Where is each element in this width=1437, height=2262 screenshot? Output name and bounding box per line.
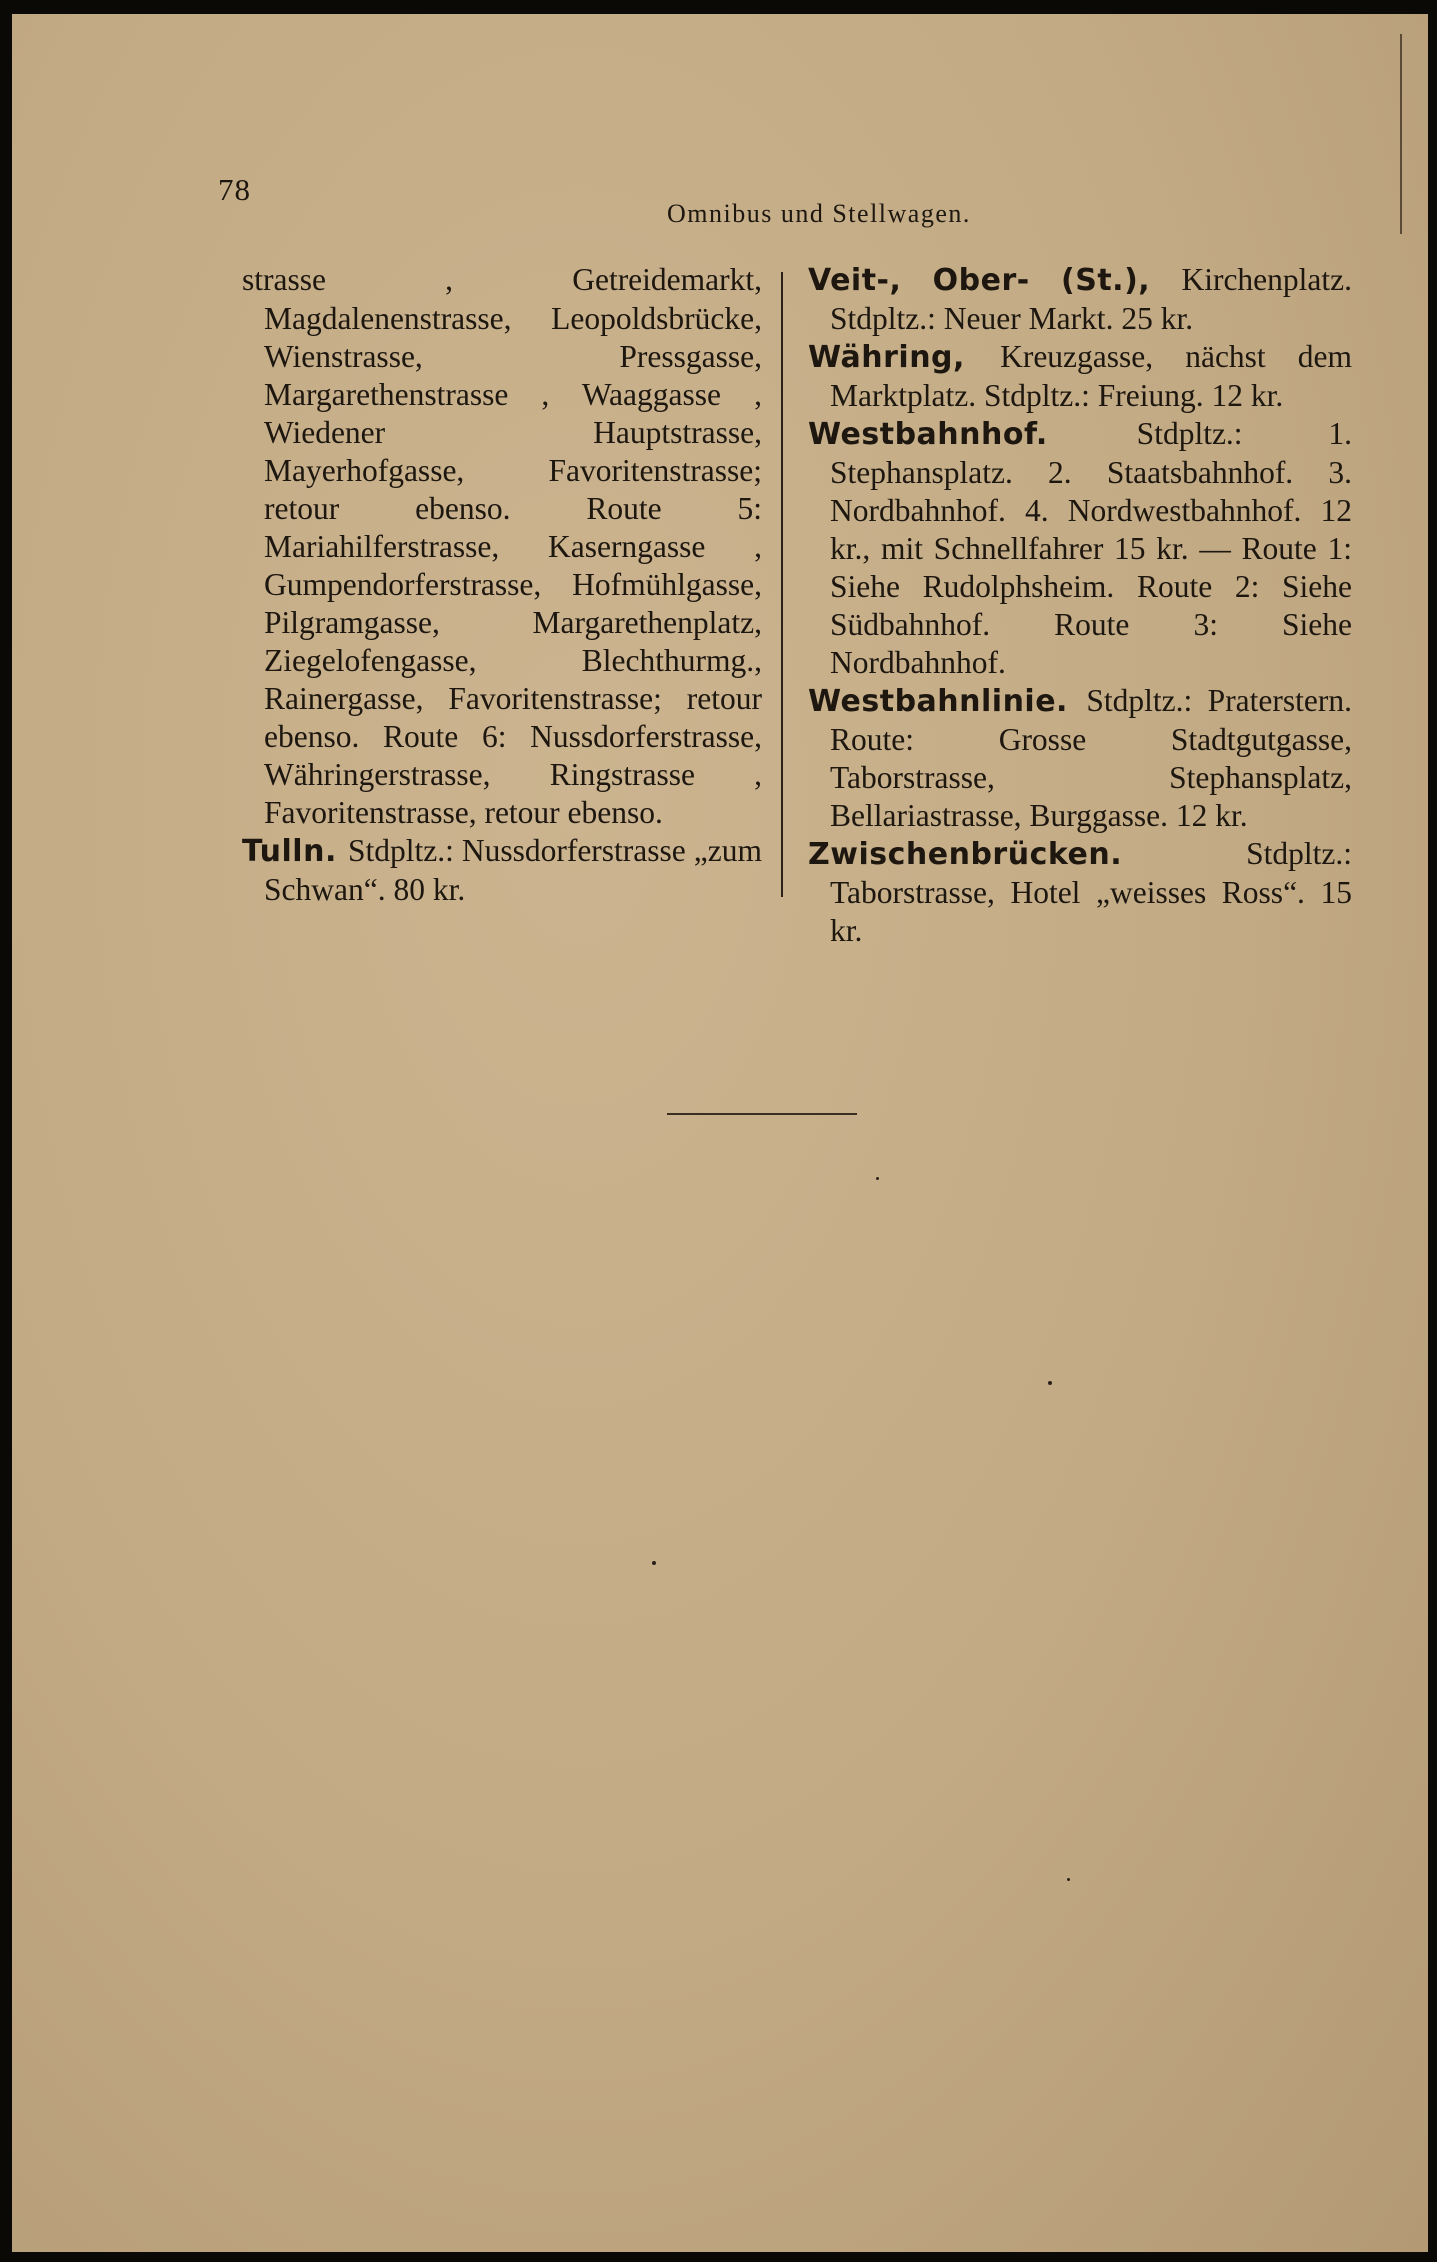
entry-heading: Währing, <box>808 340 1001 375</box>
entry-heading: Westbahnlinie. <box>808 684 1087 719</box>
list-item <box>808 338 1352 415</box>
paper-speck <box>652 1561 656 1565</box>
entry-heading: Veit-, Ober- (St.), <box>808 263 1182 298</box>
entry-text: Kreuzgasse, nächst dem Marktplatz. Stdpltz.: Freiung. 12 kr. <box>830 339 1352 413</box>
entry-text: strasse , Getreidemarkt, Magdalenenstrasse, Leopoldsbrücke, Wienstrasse, Pressgasse, Margarethenstrasse , Waaggasse , Wiedener Hauptstrasse, Mayerhofgasse, Favoritenstrasse; retour ebenso. Route 5: Mariahilferstrasse, Kaserngasse , Gumpendorferstrasse, Hofmühlgasse, Pilgramgasse, Margarethenplatz, Ziegelofengasse, Blechthurmg., Rainergasse, Favoritenstrasse; retour ebenso. Route 6: Nussdorferstrasse, Währingerstrasse, Ringstrasse , Favoritenstrasse, retour ebenso. <box>242 262 762 830</box>
entry-text: Stdpltz.: Praterstern. Route: Grosse Stadtgutgasse, Taborstrasse, Stephansplatz, Bellariastrasse, Burggasse. 12 kr. <box>830 683 1352 833</box>
list-item <box>808 682 1352 835</box>
left-column <box>242 261 762 909</box>
page-number: 78 <box>218 172 251 207</box>
list-item <box>808 261 1352 338</box>
running-head: Omnibus und Stellwagen. <box>667 199 971 228</box>
entry-text: Kirchenplatz. Stdpltz.: Neuer Markt. 25 kr. <box>830 262 1352 336</box>
paper-speck <box>1048 1381 1052 1385</box>
entry-text: Stdpltz.: Taborstrasse, Hotel „weisses Ross“. 15 kr. <box>830 836 1352 948</box>
list-item <box>808 835 1352 950</box>
section-end-rule <box>667 1113 857 1115</box>
entry-heading: Westbahnhof. <box>808 417 1137 452</box>
book-page <box>12 14 1428 2252</box>
list-item <box>242 261 762 832</box>
list-item <box>242 832 762 909</box>
entry-heading: Zwischenbrücken. <box>808 837 1247 872</box>
paper-speck <box>876 1177 879 1180</box>
entry-heading: Tulln. <box>242 834 348 869</box>
paper-speck <box>1067 1878 1070 1881</box>
right-column <box>808 261 1352 950</box>
entry-text: Stdpltz.: Nussdorferstrasse „zum Schwan“. 80 kr. <box>264 833 762 907</box>
column-divider <box>781 272 783 897</box>
page-edge-mark <box>1400 34 1402 234</box>
list-item <box>808 415 1352 682</box>
entry-text: Stdpltz.: 1. Stephansplatz. 2. Staatsbahnhof. 3. Nordbahnhof. 4. Nordwestbahnhof. 12 kr., mit Schnellfahrer 15 kr. — Route 1: Siehe Rudolphsheim. Route 2: Siehe Südbahnhof. Route 3: Siehe Nordbahnhof. <box>830 416 1352 680</box>
